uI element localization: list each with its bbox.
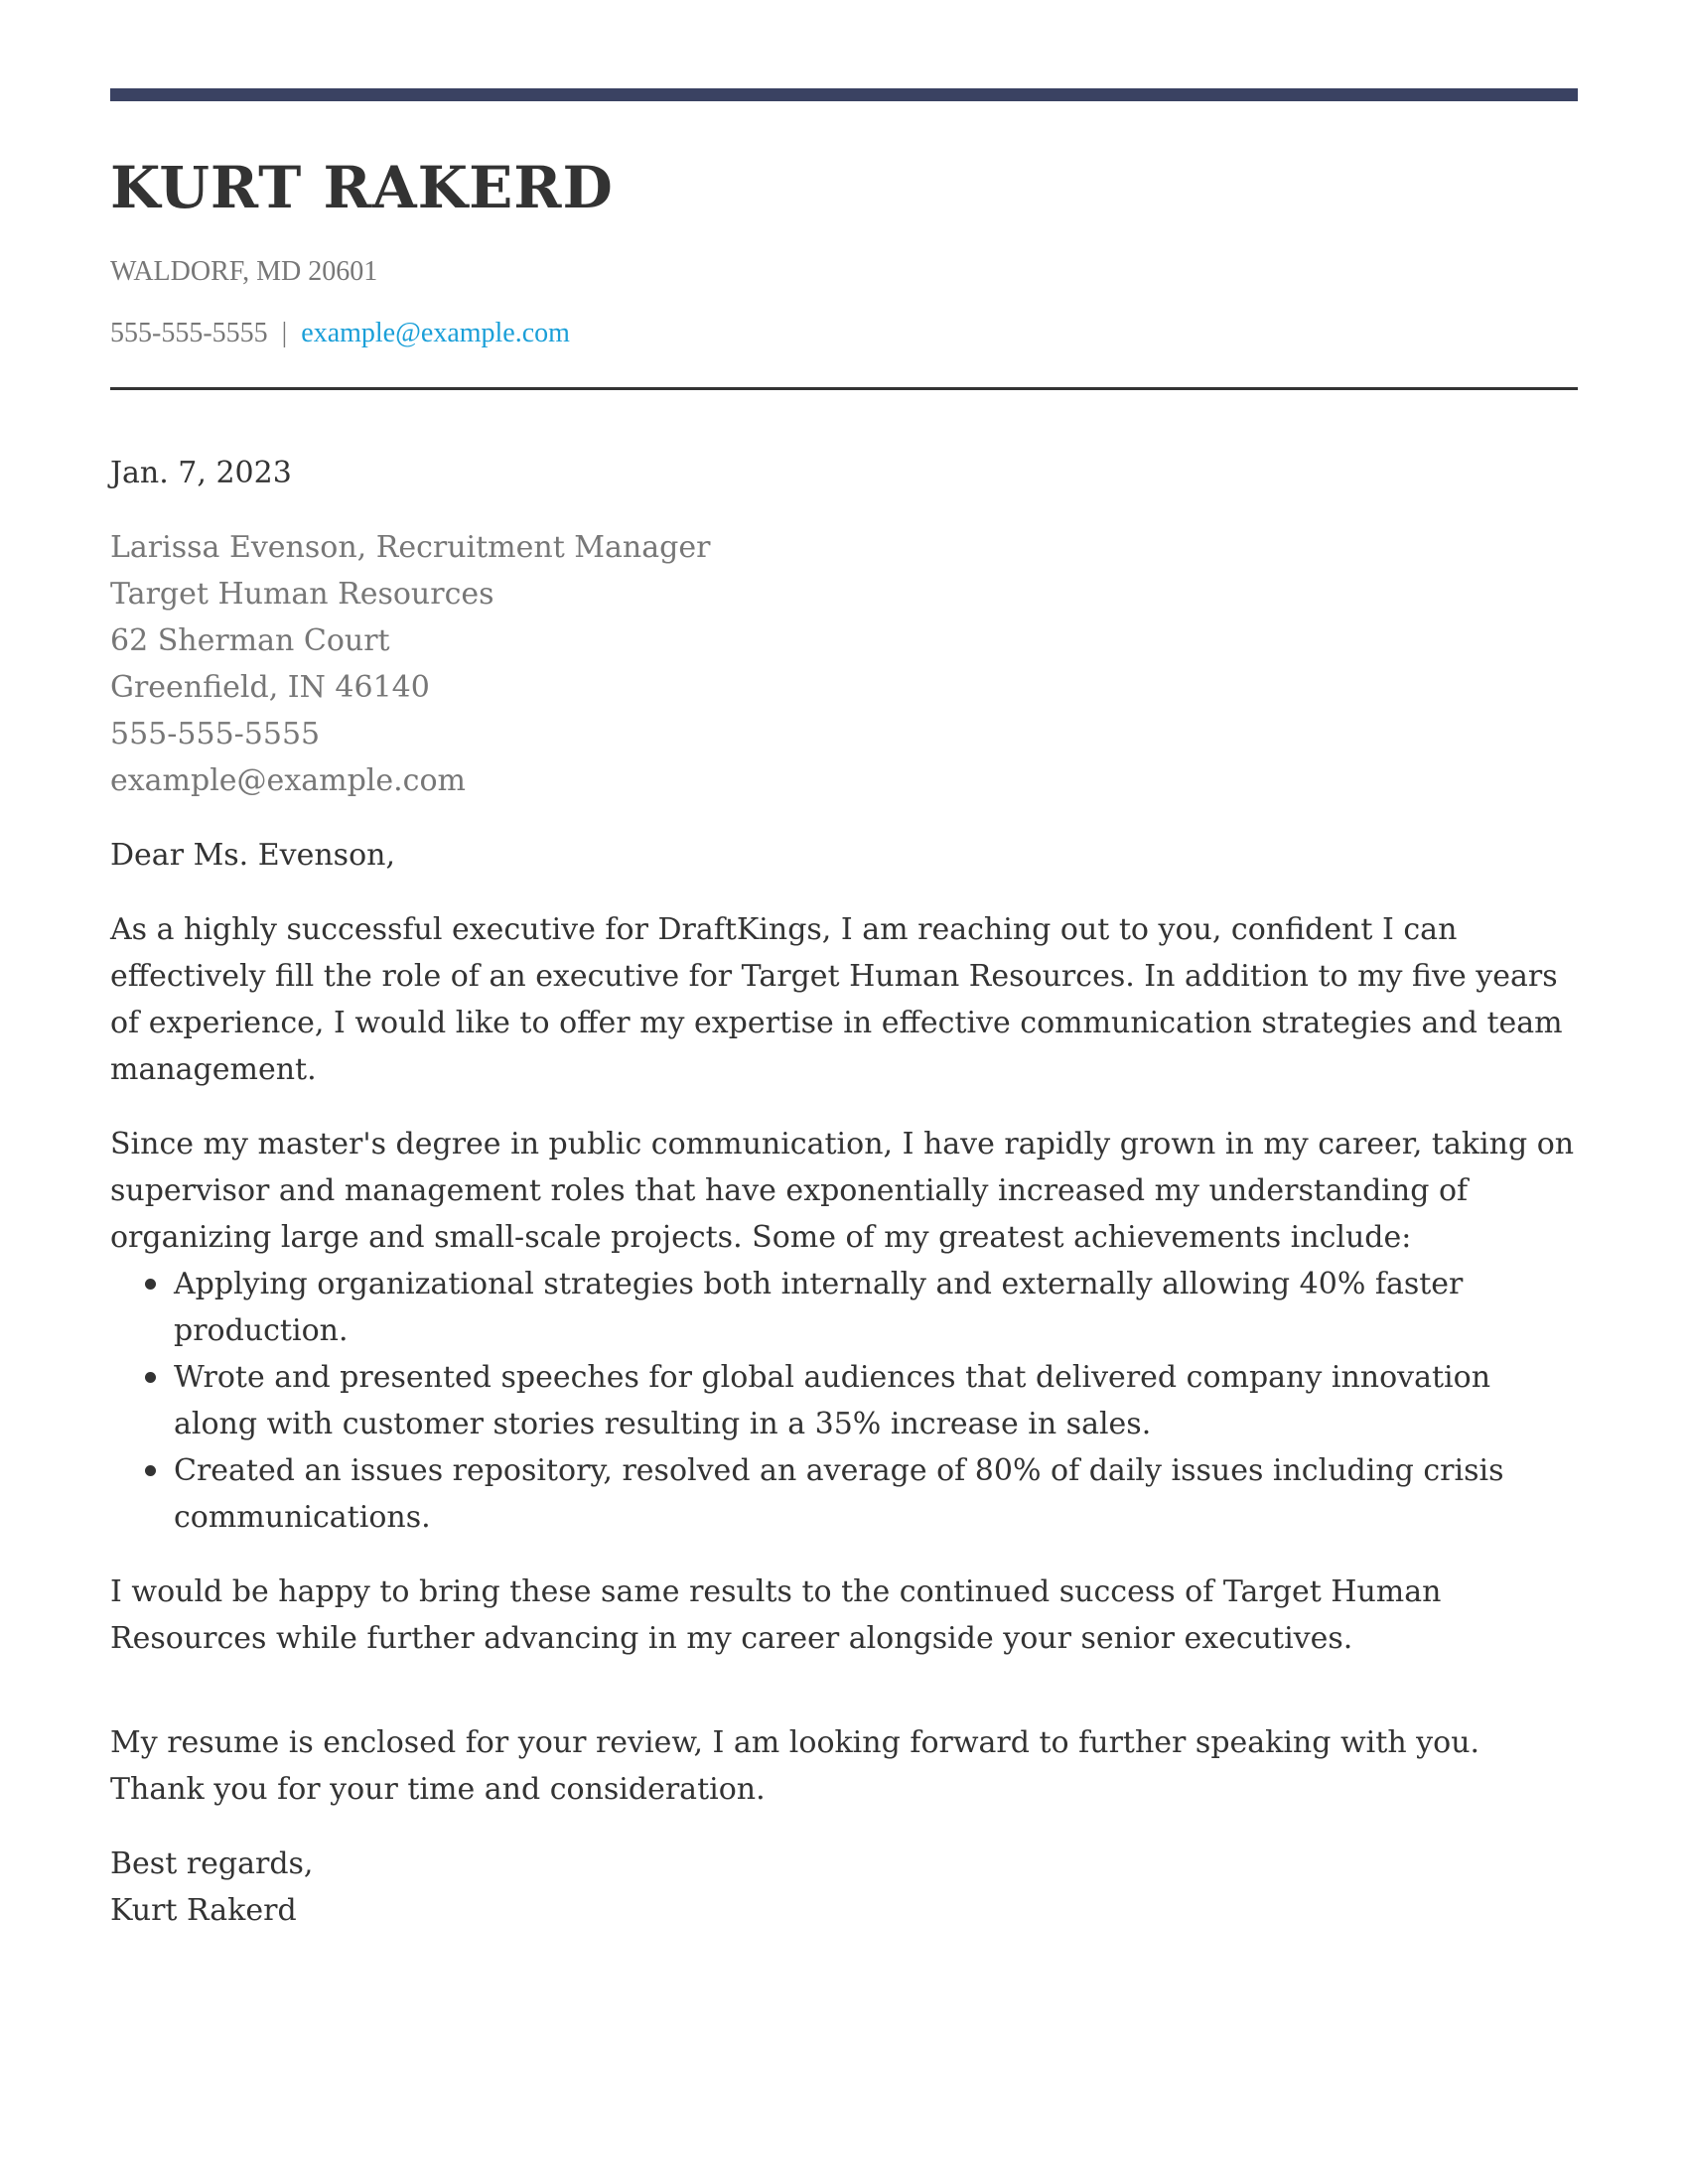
list-item: Applying organizational strategies both internally and externally allowing 40% faster production.	[110, 1261, 1578, 1354]
recipient-email: example@example.com	[110, 763, 466, 798]
recipient-phone: 555-555-5555	[110, 717, 321, 751]
cover-letter-page	[110, 88, 1578, 1934]
list-item: Wrote and presented speeches for global audiences that delivered company innovation along with customer stories resulting in a 35% increase in sales.	[110, 1354, 1578, 1447]
applicant-email-link[interactable]: example@example.com	[301, 318, 570, 348]
applicant-contact-row	[110, 320, 1578, 347]
achievements-list	[110, 1261, 1578, 1541]
letter-date: Jan. 7, 2023	[110, 456, 292, 490]
recipient-block	[110, 524, 1578, 804]
letter-body	[110, 450, 1578, 1934]
applicant-name: KURT RAKERD	[110, 154, 614, 221]
paragraph-background: Since my master's degree in public communication, I have rapidly grown in my career, taking on supervisor and management roles that have exponentially increased my understanding of organizing large and small-scale projects. Some of my greatest achievements include:	[110, 1127, 1575, 1255]
paragraph-intro: As a highly successful executive for DraftKings, I am reaching out to you, confident I can effectively fill the role of an executive for Target Human Resources. In addition to my five years of experience, I would like to offer my expertise in effective communication strategies and team management.	[110, 912, 1563, 1087]
recipient-city: Greenfield, IN 46140	[110, 670, 430, 705]
recipient-street: 62 Sherman Court	[110, 623, 390, 658]
paragraph-closing-remarks: My resume is enclosed for your review, I am looking forward to further speaking with you. Thank you for your time and consideration.	[110, 1725, 1480, 1807]
list-item: Created an issues repository, resolved an average of 80% of daily issues including crisis communications.	[110, 1447, 1578, 1541]
contact-separator: |	[281, 318, 288, 348]
paragraph-results: I would be happy to bring these same results to the continued success of Target Human Resources while further advancing in my career alongside your senior executives.	[110, 1574, 1442, 1656]
closing-phrase: Best regards,	[110, 1846, 314, 1881]
applicant-address: WALDORF, MD 20601	[110, 256, 378, 287]
header-accent-bar	[110, 88, 1578, 101]
closing-block	[110, 1841, 1578, 1934]
signature-name: Kurt Rakerd	[110, 1893, 297, 1928]
applicant-phone: 555-555-5555	[110, 318, 268, 348]
salutation: Dear Ms. Evenson,	[110, 838, 395, 873]
recipient-name-title: Larissa Evenson, Recruitment Manager	[110, 530, 711, 565]
header-divider	[110, 387, 1578, 390]
recipient-company: Target Human Resources	[110, 577, 494, 612]
